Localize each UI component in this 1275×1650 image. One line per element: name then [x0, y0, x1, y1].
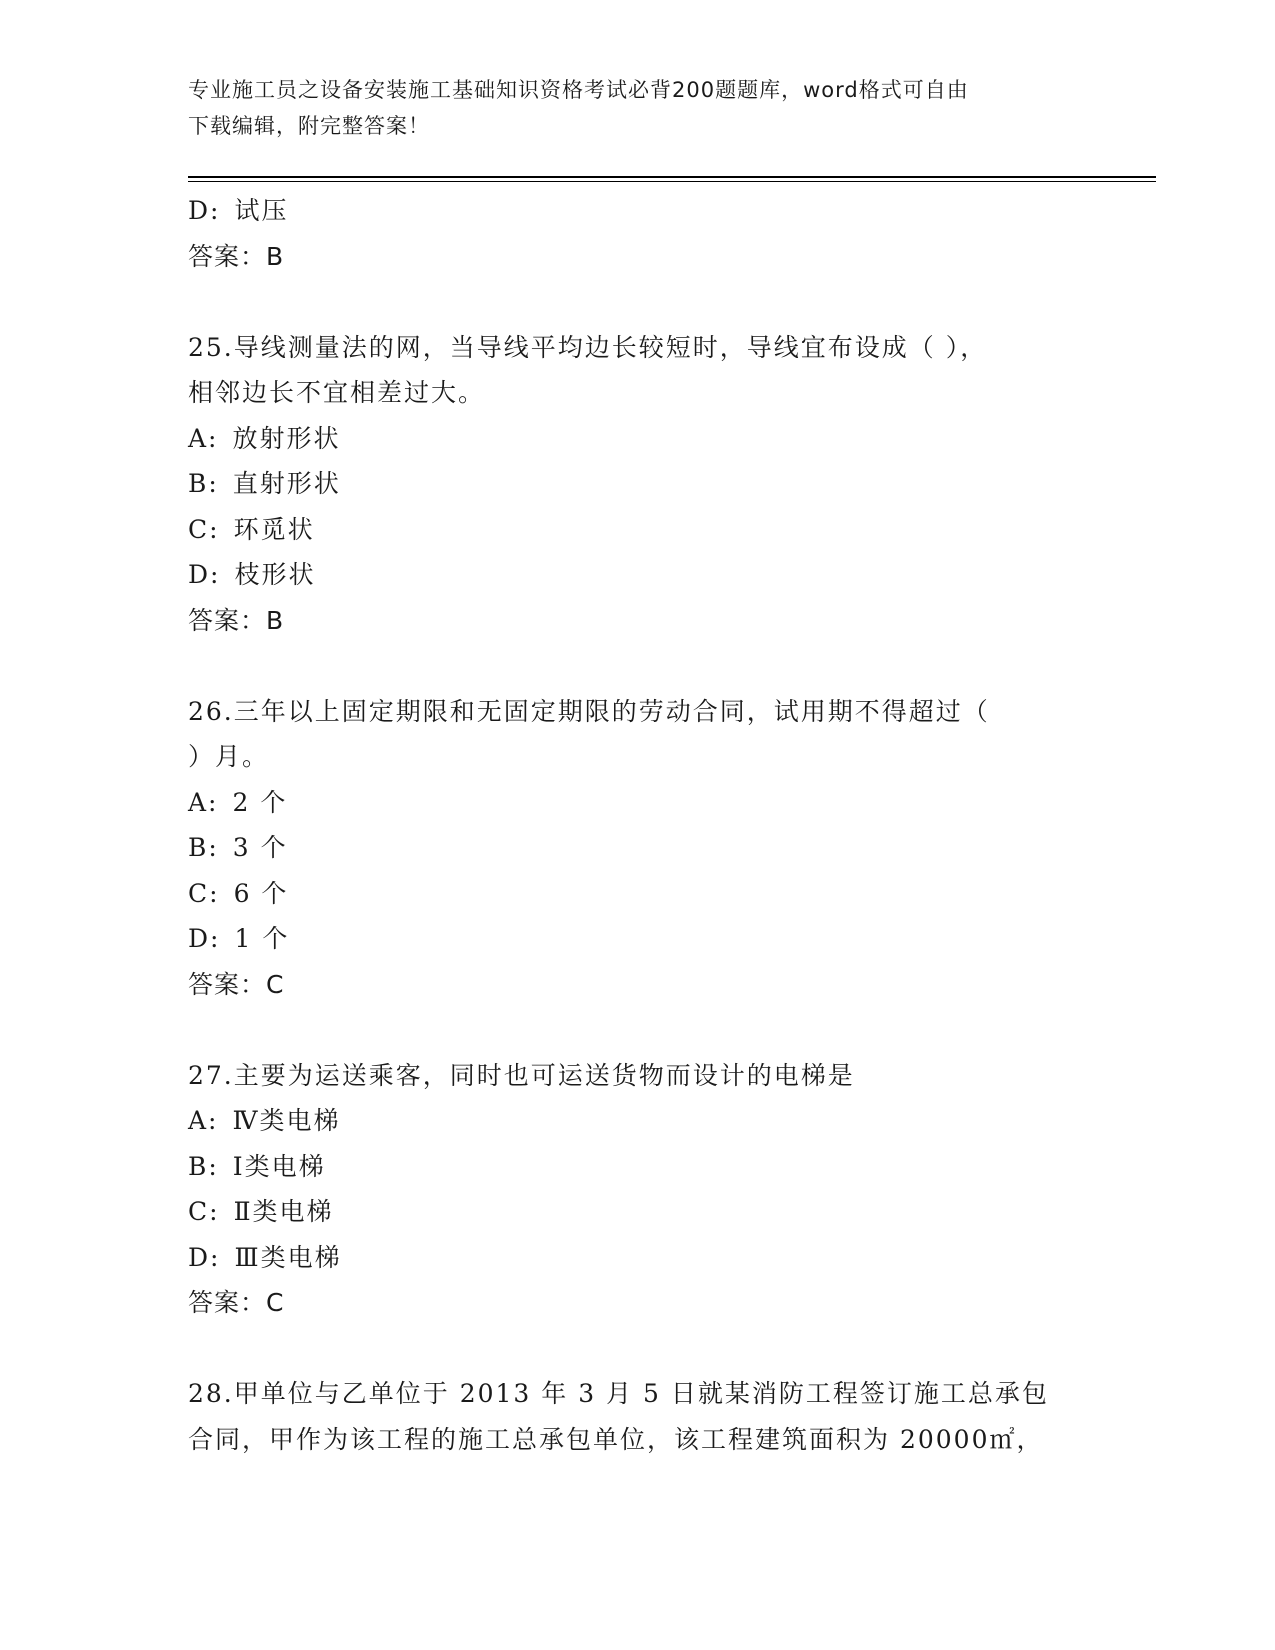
option-label: A: [188, 1106, 219, 1135]
question-text-line: 28.甲单位与乙单位于 2013 年 3 月 5 日就某消防工程签订施工总承包 [188, 1379, 1049, 1408]
option-label: D: [188, 924, 221, 953]
option-label: B: [188, 469, 219, 498]
option-text: Ⅳ类电梯 [232, 1106, 341, 1135]
option-line [188, 1144, 1088, 1190]
option-text: 2 个 [232, 787, 288, 817]
option-label: D: [188, 1242, 221, 1272]
option-line [188, 416, 1088, 462]
answer-line: 答案：B [188, 241, 285, 271]
question-text-line: 合同，甲作为该工程的施工总承包单位，该工程建筑面积为 20000㎡， [188, 1424, 1044, 1454]
option-line [188, 780, 1088, 826]
option-text: Ⅰ类电梯 [232, 1151, 326, 1181]
answer-line: 答案：B [188, 605, 285, 635]
option-line [188, 1235, 1088, 1281]
option-text: Ⅲ类电梯 [234, 1242, 342, 1272]
option-text: 环觅状 [233, 514, 315, 544]
header-divider-thin [188, 181, 1156, 182]
option-line [188, 188, 1088, 234]
question-text-line: 相邻边长不宜相差过大。 [188, 378, 486, 407]
option-line [188, 871, 1088, 917]
question-27 [188, 1053, 1088, 1326]
option-text: 1 个 [234, 924, 290, 953]
answer-line: 答案：C [188, 969, 285, 999]
document-header [188, 72, 1088, 144]
question-text-line: 26.三年以上固定期限和无固定期限的劳动合同，试用期不得超过（ [188, 696, 990, 726]
option-label: A: [188, 423, 219, 453]
question-26 [188, 689, 1088, 1008]
option-line [188, 552, 1088, 598]
option-label: C: [188, 878, 220, 908]
option-line [188, 916, 1088, 962]
header-divider-thick [188, 176, 1156, 178]
option-label: C: [188, 1197, 220, 1226]
option-label: C: [188, 514, 220, 544]
option-line [188, 1098, 1088, 1144]
option-text: 放射形状 [232, 423, 341, 453]
option-text: 3 个 [232, 833, 288, 862]
question-text-line: 27.主要为运送乘客，同时也可运送货物而设计的电梯是 [188, 1060, 855, 1090]
option-line [188, 825, 1088, 871]
question-25 [188, 325, 1088, 644]
option-line [188, 461, 1088, 507]
header-line-2: 下载编辑，附完整答案！ [188, 114, 430, 138]
option-text: 6 个 [233, 878, 289, 908]
option-label: B: [188, 1151, 219, 1181]
option-label: B: [188, 833, 219, 862]
option-line [188, 1189, 1088, 1235]
header-line-1: 专业施工员之设备安装施工基础知识资格考试必背200题题库，word格式可自由 [188, 78, 969, 102]
option-text: Ⅱ类电梯 [233, 1197, 334, 1226]
option-label: D: [188, 196, 221, 225]
question-text-line: ）月。 [188, 742, 270, 771]
question-text-line: 25.导线测量法的网，当导线平均边长较短时，导线宜布设成（ ）， [188, 332, 988, 362]
option-label: D: [188, 560, 221, 589]
option-text: 直射形状 [232, 469, 341, 498]
option-text: 枝形状 [234, 560, 316, 589]
question-28 [188, 1371, 1088, 1462]
answer-line: 答案：C [188, 1288, 285, 1317]
document-body [188, 188, 1088, 1462]
option-label: A: [188, 787, 219, 817]
option-line [188, 507, 1088, 553]
option-text: 试压 [234, 196, 289, 225]
